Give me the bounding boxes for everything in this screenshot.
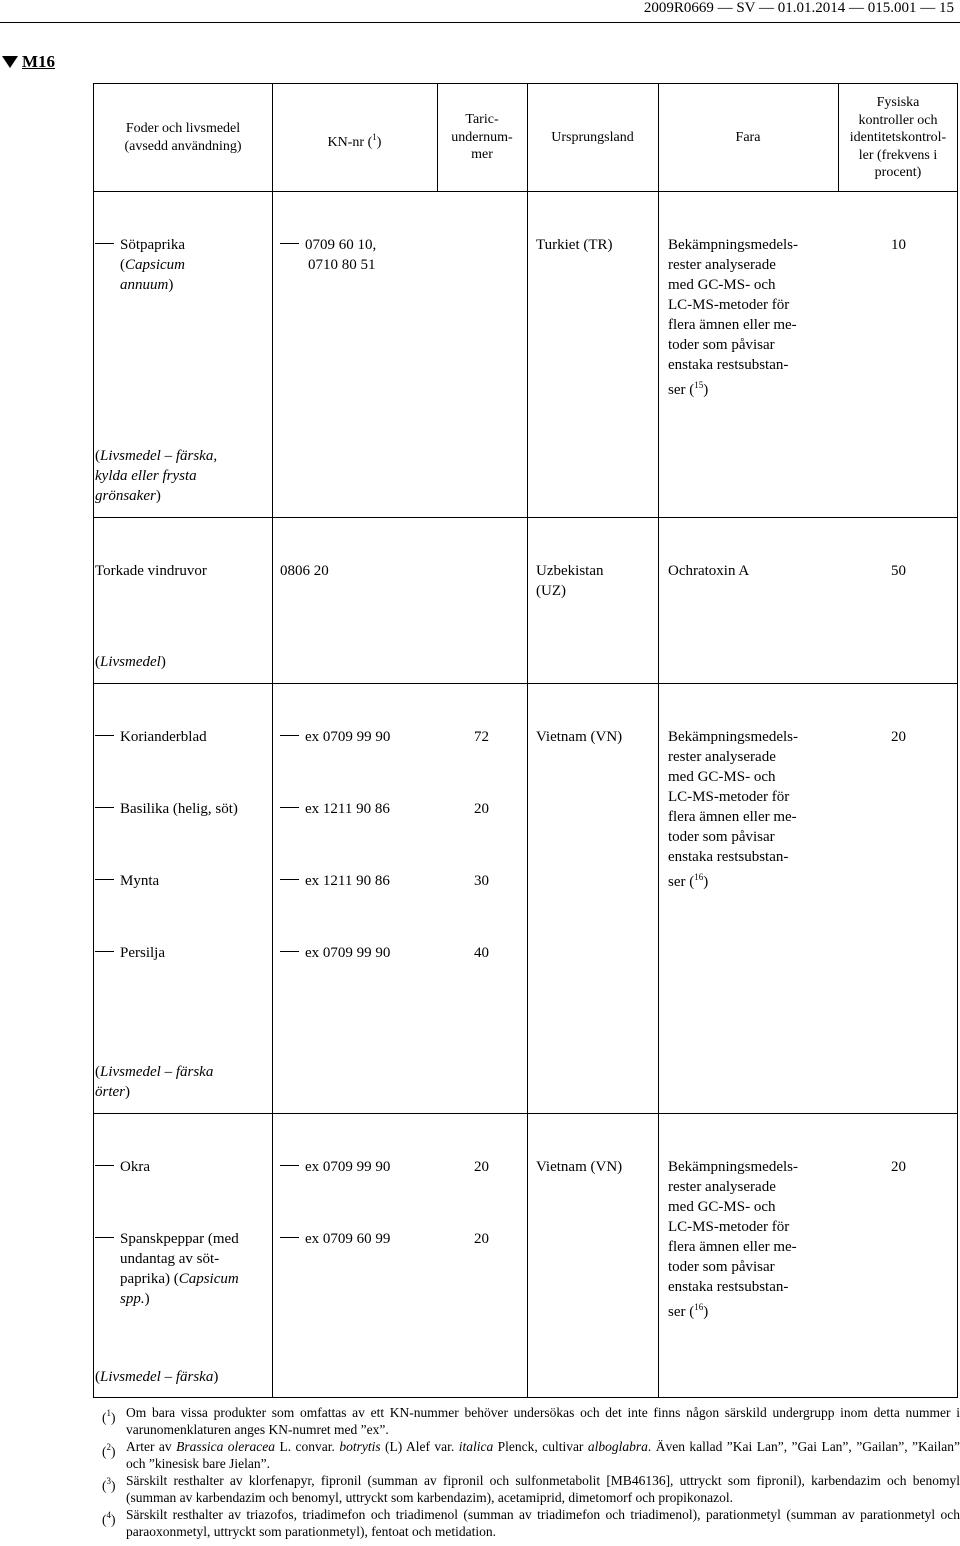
column-header-taric	[437, 111, 527, 164]
header-line: mer	[471, 147, 493, 162]
paren: (	[120, 257, 125, 273]
header-line: identitetskontrol-	[849, 130, 947, 145]
paren: )	[168, 277, 174, 293]
kn-code: ex 1211 90 86	[305, 873, 390, 889]
paren: )	[160, 654, 166, 670]
header-line: undernum-	[451, 129, 513, 145]
text-run: Arter av	[126, 1439, 177, 1454]
hazard-line: toder som påvisar	[668, 337, 775, 353]
dash-mark	[95, 1165, 114, 1166]
row4-item	[95, 1157, 270, 1177]
footnote-mark: 2	[106, 1442, 111, 1452]
row4-item-kn	[280, 1229, 440, 1249]
latin-name: spp.	[120, 1291, 145, 1307]
product-name: Korianderblad	[120, 729, 207, 745]
paren: (	[95, 448, 100, 464]
paren: )	[213, 1369, 219, 1385]
footnote-3	[102, 1473, 960, 1506]
latin-name: alboglabra	[587, 1439, 648, 1454]
dash-mark	[280, 951, 299, 952]
row4-origin: Vietnam (VN)	[536, 1159, 623, 1175]
hazard-line: rester analyserade	[668, 749, 776, 765]
column-header-kn	[272, 129, 437, 152]
footnote-2	[102, 1439, 960, 1472]
row4-item-taric: 20	[474, 1159, 489, 1175]
row2-kn: 0806 20	[280, 563, 329, 579]
product-name: Basilika (helig, söt)	[120, 801, 238, 817]
hazard-line: Bekämpningsmedels-	[668, 237, 798, 253]
footnote-1	[102, 1405, 960, 1438]
footnote-ref: 15	[694, 380, 704, 390]
dash-mark	[280, 1165, 299, 1166]
row1-hazard: Bekämpningsmedels- rester analyserade med GC-MS- och LC-MS-metoder för flera ämnen eller me- toder som påvisar enstaka restsubstan- ser ($^{15}$)	[668, 235, 843, 400]
latin-name: italica	[458, 1439, 494, 1454]
footnote-mark: 4	[106, 1510, 111, 1520]
header-line: kontroller och	[858, 112, 938, 128]
latin-name: Brassica oleracea	[176, 1439, 276, 1454]
footnote-text: Särskilt resthalter av klorfenapyr, fipronil (summan av fipronil och sulfonmetabolit [MB46136], uttryckt som fipronil), karbendazim och benomyl (summan av karbendazim och benomyl, uttryckt som karbendazim), acetamiprid, dimetomorf och propikonazol.	[126, 1473, 960, 1505]
hazard-line: ser (	[668, 1304, 695, 1320]
hazard-line: Bekämpningsmedels-	[668, 729, 798, 745]
kn-code: ex 1211 90 86	[305, 801, 390, 817]
row3-item-kn	[280, 799, 440, 819]
dash-mark	[95, 807, 114, 808]
footnote-ref: 16	[694, 1302, 704, 1312]
hazard-line: med GC-MS- och	[668, 1199, 776, 1215]
row3-item-kn	[280, 871, 440, 891]
header-line: Fara	[735, 130, 761, 145]
table-top-border	[93, 83, 958, 84]
footnote-text: Särskilt resthalter av triazofos, triadimefon och triadimenol (summan av triadimefon och triadimenol), parationmetyl (summan av parationmetyl och paraoxonmetyl, uttryckt som parationmetyl), fentoat och metidation.	[126, 1507, 960, 1539]
row4-hazard: Bekämpningsmedels- rester analyserade med GC-MS- och LC-MS-metoder för flera ämnen eller me- toder som påvisar enstaka restsubstan- ser ($^{16}$)	[668, 1157, 843, 1322]
header-line: Foder och livsmedel	[125, 121, 241, 136]
row3-item-taric: 40	[474, 945, 489, 961]
latin-name: botrytis	[339, 1439, 381, 1454]
product-name: paprika) (	[120, 1271, 179, 1287]
intended-use: Livsmedel – färska	[100, 1369, 214, 1385]
text-run: Plenck, cultivar	[493, 1439, 588, 1454]
row2-origin	[536, 561, 656, 601]
row2-frequency: 50	[891, 563, 906, 579]
hazard-line: LC-MS-metoder för	[668, 297, 790, 313]
hazard-line: toder som påvisar	[668, 1259, 775, 1275]
kn-code: ex 0709 99 90	[305, 1159, 391, 1175]
intended-use: Livsmedel – färska	[100, 1064, 214, 1080]
hazard-line: med GC-MS- och	[668, 769, 776, 785]
paren: (	[95, 1064, 100, 1080]
row3-hazard: Bekämpningsmedels- rester analyserade med GC-MS- och LC-MS-metoder för flera ämnen eller me- toder som påvisar enstaka restsubstan- ser ($^{16}$)	[668, 727, 843, 892]
row3-frequency: 20	[891, 729, 906, 745]
footnote-text	[126, 1439, 960, 1472]
intended-use: Livsmedel	[100, 654, 161, 670]
hazard-line: flera ämnen eller me-	[668, 1239, 797, 1255]
amendment-marker	[2, 52, 55, 72]
row4-frequency: 20	[891, 1159, 906, 1175]
header-line: Taric-	[465, 112, 499, 127]
dash-mark	[280, 243, 299, 244]
row2-hazard: Ochratoxin A	[668, 563, 750, 579]
footnote-ref: 1	[372, 132, 377, 142]
hazard-line: med GC-MS- och	[668, 277, 776, 293]
intended-use: Livsmedel – färska,	[100, 448, 218, 464]
row3-item-taric: 30	[474, 873, 489, 889]
header-line: ler (frekvens i	[858, 147, 938, 163]
dash-mark	[95, 243, 114, 244]
dash-mark	[95, 1237, 114, 1238]
hazard-line: ser (	[668, 382, 695, 398]
row3-item-kn	[280, 727, 440, 747]
footnote-ref: 16	[694, 872, 704, 882]
row3-item	[95, 727, 270, 747]
row3-item-kn	[280, 943, 440, 963]
header-line: )	[376, 135, 382, 150]
header-bottom-border	[93, 191, 958, 192]
origin-line: (UZ)	[536, 583, 566, 599]
product-name: Sötpaprika	[120, 237, 185, 253]
header-line: Ursprungsland	[551, 130, 634, 145]
dash-mark	[95, 879, 114, 880]
dash-mark	[95, 951, 114, 952]
header-rule	[0, 22, 960, 23]
table-right-border	[957, 83, 958, 1397]
dash-mark	[280, 1237, 299, 1238]
column-divider	[658, 191, 659, 1397]
text-run: (L) Alef var.	[380, 1439, 459, 1454]
row3-item	[95, 799, 270, 819]
paren: (	[95, 1369, 100, 1385]
row3-use	[95, 1062, 270, 1102]
footnote-number: ($^3$)	[102, 1476, 116, 1493]
row4-item-kn	[280, 1157, 440, 1177]
kn-code: ex 0709 99 90	[305, 729, 391, 745]
hazard-line: toder som påvisar	[668, 829, 775, 845]
kn-code: 0710 80 51	[308, 257, 376, 273]
row2-use	[95, 652, 270, 672]
footnote-mark: 1	[106, 1408, 111, 1418]
dash-mark	[280, 807, 299, 808]
intended-use: kylda eller frysta	[95, 468, 197, 484]
hazard-line: rester analyserade	[668, 1179, 776, 1195]
product-name: undantag av söt-	[120, 1251, 220, 1267]
row3-item	[95, 943, 270, 963]
row-border	[93, 683, 958, 684]
product-name: Mynta	[120, 873, 160, 889]
paren: )	[144, 1291, 150, 1307]
hazard-line: flera ämnen eller me-	[668, 317, 797, 333]
row-border	[93, 1113, 958, 1114]
document-reference: 2009R0669 — SV — 01.01.2014 — 015.001 — 15	[643, 0, 954, 16]
header-line: KN-nr (	[327, 135, 373, 150]
text-run: . Även kallad ”Kai Lan”, ”Gai Lan”, ”Gailan”, ”Kailan” och ”kinesisk bare Jielan”.	[126, 1439, 960, 1471]
hazard-line: rester analyserade	[668, 257, 776, 273]
product-name: Okra	[120, 1159, 150, 1175]
header-line: procent)	[874, 165, 922, 180]
hazard-line: LC-MS-metoder för	[668, 1219, 790, 1235]
dash-mark	[95, 735, 114, 736]
column-header-frequency	[838, 94, 958, 182]
document-header	[0, 0, 960, 18]
column-header-origin	[527, 129, 658, 147]
column-header-product	[93, 120, 273, 155]
row1-use	[95, 446, 270, 506]
footnote-number: ($^1$)	[102, 1408, 116, 1425]
footnote-4	[102, 1507, 960, 1540]
hazard-line: LC-MS-metoder för	[668, 789, 790, 805]
product-name: Spanskpeppar (med	[120, 1231, 239, 1247]
row4-use	[95, 1367, 270, 1387]
row1-kn	[280, 235, 440, 275]
hazard-line: enstaka restsubstan-	[668, 357, 789, 373]
intended-use: örter	[95, 1084, 125, 1100]
row1-origin: Turkiet (TR)	[536, 237, 613, 253]
triangle-down-icon	[2, 56, 18, 68]
text-run: L. convar.	[275, 1439, 340, 1454]
row3-item	[95, 871, 270, 891]
column-divider	[527, 191, 528, 1397]
row3-origin: Vietnam (VN)	[536, 729, 623, 745]
kn-code: 0709 60 10,	[305, 237, 377, 253]
row-border	[93, 517, 958, 518]
row4-item-taric: 20	[474, 1231, 489, 1247]
header-line: (avsedd användning)	[124, 138, 242, 154]
hazard-line: flera ämnen eller me-	[668, 809, 797, 825]
latin-name: annuum	[120, 277, 169, 293]
latin-name: Capsicum	[178, 1271, 239, 1287]
footnote-number: ($^2$)	[102, 1442, 116, 1459]
latin-name: Capsicum	[125, 257, 185, 273]
hazard-line: ser (	[668, 874, 695, 890]
product-name: Persilja	[120, 945, 165, 961]
footnote-text: Om bara vissa produkter som omfattas av ett KN-nummer behöver undersökas och det inte finns någon särskild undergrupp inom detta nummer i varunomenklaturen anges KN-numret med ”ex”.	[126, 1405, 960, 1437]
row4-item	[95, 1229, 270, 1309]
amendment-label: M16	[22, 52, 56, 71]
row1-product	[95, 235, 270, 295]
paren: )	[155, 488, 161, 504]
row3-item-taric: 20	[474, 801, 489, 817]
header-line: Fysiska	[876, 95, 920, 110]
footnote-number: ($^4$)	[102, 1510, 116, 1527]
hazard-line: enstaka restsubstan-	[668, 849, 789, 865]
row3-item-taric: 72	[474, 729, 489, 745]
hazard-line: Bekämpningsmedels-	[668, 1159, 798, 1175]
column-header-hazard	[658, 129, 838, 147]
row2-product: Torkade vindruvor	[95, 563, 207, 579]
table-left-border	[93, 83, 94, 1397]
origin-line: Uzbekistan	[536, 563, 604, 579]
table-bottom-border	[93, 1397, 958, 1398]
column-divider	[272, 191, 273, 1397]
row1-frequency: 10	[891, 237, 906, 253]
dash-mark	[280, 879, 299, 880]
kn-code: ex 0709 60 99	[305, 1231, 391, 1247]
dash-mark	[280, 735, 299, 736]
intended-use: grönsaker	[95, 488, 156, 504]
hazard-line: enstaka restsubstan-	[668, 1279, 789, 1295]
kn-code: ex 0709 99 90	[305, 945, 391, 961]
paren: )	[125, 1084, 130, 1100]
footnote-mark: 3	[106, 1476, 111, 1486]
paren: (	[95, 654, 100, 670]
